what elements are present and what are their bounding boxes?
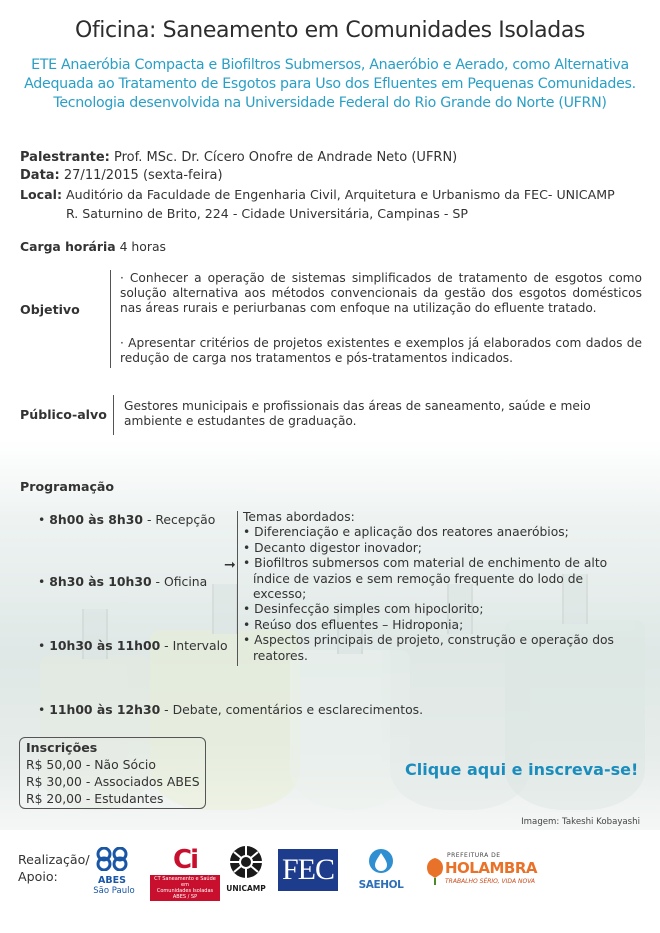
theme-item: • Biofiltros submersos com material de enchimento de alto índice de vazios e sem remoção frequente do lodo de excesso;	[243, 556, 608, 602]
sponsors-label-line: Apoio:	[18, 869, 58, 884]
local-value: Auditório da Faculdade de Engenharia Civil, Arquitetura e Urbanismo da FEC- UNICAMP	[66, 187, 615, 202]
themes-list	[243, 510, 635, 664]
holambra-logo-title: HOLAMBRA	[445, 859, 537, 877]
saehol-logo-text: SAEHOL	[358, 879, 404, 891]
audience-divider	[113, 395, 114, 435]
arrow-right-icon: ➞	[224, 557, 236, 573]
holambra-logo-slogan: TRABALHO SÉRIO, VIDA NOVA	[445, 878, 535, 885]
price-item: R$ 50,00 - Não Sócio	[26, 757, 156, 772]
saehol-logo	[350, 847, 412, 893]
hours-value: 4 horas	[119, 239, 166, 254]
abes-logo-text: ABES	[98, 875, 126, 886]
speaker-line	[20, 150, 457, 165]
holambra-logo	[421, 852, 537, 894]
address-line: R. Saturnino de Brito, 224 - Cidade Universitária, Campinas - SP	[66, 206, 468, 221]
unicamp-mark-icon	[224, 844, 268, 880]
program-title: Programação	[20, 479, 115, 494]
program-slot: • 8h30 às 10h30 - Oficina	[38, 574, 208, 589]
slot-time: 10h30 às 11h00	[49, 638, 161, 653]
holambra-logo-text: PREFEITURA DE	[447, 852, 501, 859]
themes-divider	[237, 511, 238, 666]
sponsors-label	[18, 851, 90, 885]
fec-logo	[278, 849, 338, 891]
abes-logo	[92, 847, 136, 895]
subtitle-line: ETE Anaeróbia Compacta e Biofiltros Submersos, Anaeróbio e Aerado, como Alternativa	[31, 57, 629, 73]
theme-item: • Aspectos principais de projeto, construção e operação dos reatores.	[243, 633, 614, 663]
unicamp-logo	[224, 844, 268, 894]
objective-divider	[110, 270, 111, 368]
saehol-drop-icon	[350, 847, 412, 875]
local-label: Local:	[20, 187, 62, 202]
date-line	[20, 168, 223, 183]
objective-label: Objetivo	[20, 302, 80, 317]
theme-item: • Decanto digestor inovador;	[243, 540, 422, 555]
slot-activity: Recepção	[155, 512, 216, 527]
slot-activity: Oficina	[163, 574, 208, 589]
ct-mark-icon: Ci	[173, 845, 197, 875]
ct-logo-text: Comunidades Isoladas ABES / SP	[156, 888, 214, 900]
subtitle-line: Tecnologia desenvolvida na Universidade Federal do Rio Grande do Norte (UFRN)	[53, 95, 607, 111]
hours-label: Carga horária	[20, 239, 116, 254]
program-slot: • 11h00 às 12h30 - Debate, comentários e esclarecimentos.	[38, 702, 424, 717]
sponsors-label-line: Realização/	[18, 852, 90, 867]
themes-title: Temas abordados:	[243, 510, 355, 524]
subtitle-line: Adequada ao Tratamento de Esgotos para Uso dos Efluentes em Pequenas Comunidades.	[24, 76, 636, 92]
program-slot: • 10h30 às 11h00 - Intervalo	[38, 638, 228, 653]
date-label: Data:	[20, 168, 60, 183]
ct-logo-band	[150, 875, 220, 901]
program-slot: • 8h00 às 8h30 - Recepção	[38, 512, 216, 527]
unicamp-logo-text: UNICAMP	[226, 884, 266, 893]
theme-item: • Desinfecção simples com hipoclorito;	[243, 602, 484, 617]
audience-text: Gestores municipais e profissionais das áreas de saneamento, saúde e meio ambiente e estudantes de graduação.	[124, 399, 591, 429]
slot-activity: Debate, comentários e esclarecimentos.	[172, 702, 424, 717]
price-item: R$ 30,00 - Associados ABES	[26, 774, 200, 789]
slot-time: 8h00 às 8h30	[49, 512, 143, 527]
page-title: Oficina: Saneamento em Comunidades Isoladas	[75, 18, 585, 43]
theme-item: • Diferenciação e aplicação dos reatores anaeróbios;	[243, 525, 569, 540]
audience-label: Público-alvo	[20, 407, 107, 422]
abes-logo-subtext: São Paulo	[93, 886, 135, 896]
image-credit: Imagem: Takeshi Kobayashi	[521, 817, 640, 827]
theme-item: • Reúso dos efluentes – Hidroponia;	[243, 617, 464, 632]
objective-text-2: · Apresentar critérios de projetos existentes e exemplos já elaborados com dados de redução de carga nos tratamentos e pós-tratamentos indicados.	[120, 336, 642, 366]
register-link[interactable]: Clique aqui e inscreva-se!	[405, 760, 639, 779]
ct-logo	[150, 845, 220, 900]
ct-logo-text: CT Saneamento e Saúde em	[154, 876, 216, 888]
speaker-value: Prof. MSc. Dr. Cícero Onofre de Andrade Neto (UFRN)	[114, 150, 458, 165]
local-line	[20, 187, 615, 202]
fec-logo-text: FEC	[281, 853, 335, 886]
slot-activity: Intervalo	[172, 638, 228, 653]
registration-title: Inscrições	[26, 740, 98, 755]
price-item: R$ 20,00 - Estudantes	[26, 791, 164, 806]
objective-text-1: · Conhecer a operação de sistemas simplificados de tratamento de esgotos como solução alternativa aos métodos convencionais da gestão dos esgotos domésticos nas áreas rurais e periurbanas com enfoque na utilização do efluente tratado.	[120, 271, 642, 316]
abes-mark-icon	[92, 847, 136, 871]
slot-time: 8h30 às 10h30	[49, 574, 152, 589]
speaker-label: Palestrante:	[20, 150, 110, 165]
date-value: 27/11/2015 (sexta-feira)	[63, 168, 223, 183]
hours-line	[20, 239, 166, 254]
slot-time: 11h00 às 12h30	[49, 702, 161, 717]
